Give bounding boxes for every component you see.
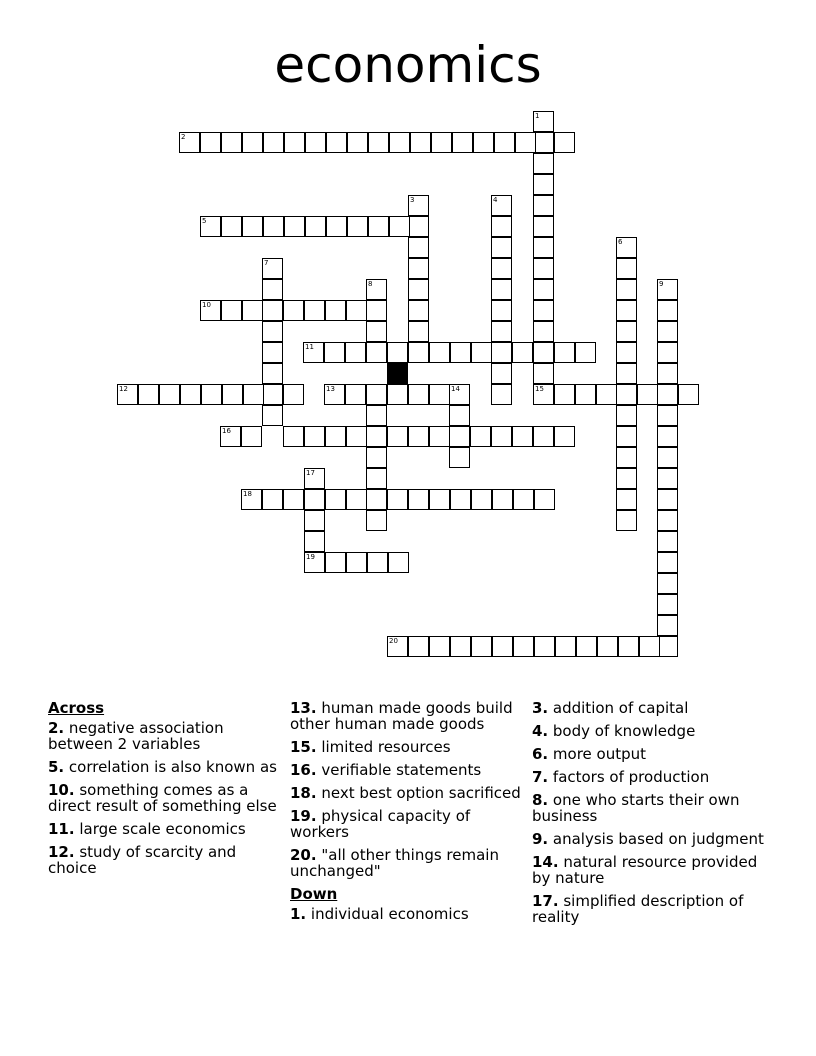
down-clue-list	[290, 906, 522, 922]
grid-cell[interactable]	[616, 237, 637, 258]
clue-item	[532, 769, 764, 785]
grid-cell[interactable]	[657, 279, 678, 300]
grid-cell[interactable]	[326, 132, 347, 153]
grid-cell[interactable]	[117, 384, 138, 405]
clue-number: 11	[305, 343, 314, 351]
grid-cell[interactable]	[597, 636, 618, 657]
grid-cell[interactable]	[449, 405, 470, 426]
clue-item-number: 16.	[290, 761, 317, 779]
grid-cell[interactable]	[200, 300, 221, 321]
clue-item-text: correlation is also known as	[64, 758, 277, 776]
grid-cell[interactable]	[657, 489, 678, 510]
grid-cell[interactable]	[408, 489, 429, 510]
grid-cell[interactable]	[222, 384, 243, 405]
grid-cell[interactable]	[429, 636, 450, 657]
clue-item-text: negative association between 2 variables	[48, 719, 224, 753]
clue-number: 4	[493, 196, 498, 204]
grid-cell[interactable]	[494, 132, 515, 153]
grid-cell[interactable]	[554, 384, 575, 405]
grid-cell[interactable]	[284, 216, 305, 237]
grid-cell[interactable]	[491, 321, 512, 342]
grid-cell[interactable]	[262, 489, 283, 510]
clue-item-text: verifiable statements	[316, 761, 482, 779]
grid-cell[interactable]	[657, 405, 678, 426]
grid-cell[interactable]	[304, 426, 325, 447]
grid-cell[interactable]	[159, 384, 180, 405]
grid-cell[interactable]	[387, 489, 408, 510]
grid-cell[interactable]	[346, 300, 367, 321]
grid-cell[interactable]	[513, 636, 534, 657]
grid-cell[interactable]	[533, 384, 554, 405]
grid-cell[interactable]	[346, 489, 367, 510]
grid-cell[interactable]	[410, 132, 431, 153]
grid-cell[interactable]	[533, 216, 554, 237]
grid-cell[interactable]	[657, 573, 678, 594]
grid-cell[interactable]	[262, 321, 283, 342]
grid-cell[interactable]	[283, 384, 304, 405]
grid-cell[interactable]	[513, 489, 534, 510]
grid-cell[interactable]	[242, 300, 263, 321]
grid-cell[interactable]	[616, 279, 637, 300]
clue-number: 15	[535, 385, 544, 393]
clue-number: 10	[202, 301, 211, 309]
grid-cell[interactable]	[262, 342, 283, 363]
clue-item-number: 15.	[290, 738, 317, 756]
black-square	[387, 363, 408, 384]
grid-cell[interactable]	[657, 636, 678, 657]
grid-cell[interactable]	[368, 216, 389, 237]
grid-cell[interactable]	[305, 216, 326, 237]
grid-cell[interactable]	[408, 258, 429, 279]
grid-cell[interactable]	[326, 216, 347, 237]
grid-cell[interactable]	[200, 132, 221, 153]
grid-cell[interactable]	[616, 300, 637, 321]
grid-cell[interactable]	[491, 342, 512, 363]
grid-cell[interactable]	[616, 447, 637, 468]
grid-cell[interactable]	[429, 426, 450, 447]
grid-cell[interactable]	[512, 342, 533, 363]
clue-item-text: limited resources	[316, 738, 451, 756]
grid-cell[interactable]	[387, 342, 408, 363]
clue-item-text: something comes as a direct result of something else	[48, 781, 277, 815]
grid-cell[interactable]	[473, 132, 494, 153]
grid-cell[interactable]	[408, 279, 429, 300]
grid-cell[interactable]	[366, 342, 387, 363]
grid-cell[interactable]	[220, 426, 241, 447]
grid-cell[interactable]	[533, 237, 554, 258]
grid-cell[interactable]	[366, 279, 387, 300]
grid-cell[interactable]	[657, 363, 678, 384]
clue-number: 5	[202, 217, 207, 225]
grid-cell[interactable]	[262, 258, 283, 279]
grid-cell[interactable]	[304, 300, 325, 321]
clue-item-text: natural resource provided by nature	[532, 853, 758, 887]
grid-cell[interactable]	[657, 615, 678, 636]
grid-cell[interactable]	[408, 237, 429, 258]
clue-item-text: physical capacity of workers	[290, 807, 471, 841]
grid-cell[interactable]	[221, 216, 242, 237]
grid-cell[interactable]	[657, 342, 678, 363]
grid-cell[interactable]	[491, 384, 512, 405]
grid-cell[interactable]	[533, 111, 554, 132]
grid-cell[interactable]	[304, 510, 325, 531]
grid-cell[interactable]	[657, 552, 678, 573]
grid-cell[interactable]	[575, 384, 596, 405]
grid-cell[interactable]	[554, 426, 575, 447]
grid-cell[interactable]	[657, 447, 678, 468]
clue-item-text: individual economics	[306, 905, 469, 923]
grid-cell[interactable]	[449, 426, 470, 447]
grid-cell[interactable]	[366, 321, 387, 342]
clue-number: 14	[451, 385, 460, 393]
clue-item-text: large scale economics	[74, 820, 246, 838]
grid-cell[interactable]	[262, 405, 283, 426]
grid-cell[interactable]	[429, 384, 450, 405]
clue-item	[290, 808, 522, 840]
clue-item	[532, 792, 764, 824]
grid-cell[interactable]	[389, 216, 410, 237]
grid-cell[interactable]	[304, 489, 325, 510]
down-heading: Down	[290, 885, 338, 903]
grid-cell[interactable]	[283, 426, 304, 447]
clue-item-number: 14.	[532, 853, 559, 871]
grid-cell[interactable]	[429, 489, 450, 510]
grid-cell[interactable]	[616, 426, 637, 447]
grid-cell[interactable]	[345, 342, 366, 363]
clue-item-text: human made goods build other human made goods	[290, 699, 513, 733]
grid-cell[interactable]	[366, 510, 387, 531]
grid-cell[interactable]	[533, 132, 554, 153]
clue-item-number: 9.	[532, 830, 549, 848]
grid-cell[interactable]	[262, 279, 283, 300]
grid-cell[interactable]	[450, 489, 471, 510]
grid-cell[interactable]	[408, 321, 429, 342]
grid-cell[interactable]	[408, 216, 429, 237]
clue-item-number: 17.	[532, 892, 559, 910]
grid-cell[interactable]	[325, 552, 346, 573]
grid-cell[interactable]	[639, 636, 660, 657]
grid-cell[interactable]	[491, 300, 512, 321]
clue-item	[532, 893, 764, 925]
grid-cell[interactable]	[471, 636, 492, 657]
clue-item	[532, 831, 764, 847]
clue-item-number: 5.	[48, 758, 65, 776]
grid-cell[interactable]	[534, 636, 555, 657]
grid-cell[interactable]	[179, 132, 200, 153]
grid-cell[interactable]	[450, 636, 471, 657]
clue-column-3	[532, 700, 764, 932]
grid-cell[interactable]	[366, 489, 387, 510]
clue-item	[532, 746, 764, 762]
clue-number: 8	[368, 280, 373, 288]
grid-cell[interactable]	[345, 384, 366, 405]
grid-cell[interactable]	[452, 132, 473, 153]
grid-cell[interactable]	[616, 384, 637, 405]
grid-cell[interactable]	[325, 489, 346, 510]
grid-cell[interactable]	[533, 300, 554, 321]
grid-cell[interactable]	[346, 552, 367, 573]
grid-cell[interactable]	[491, 426, 512, 447]
grid-cell[interactable]	[616, 405, 637, 426]
grid-cell[interactable]	[180, 384, 201, 405]
grid-cell[interactable]	[515, 132, 536, 153]
grid-cell[interactable]	[470, 426, 491, 447]
across-clue-list-continued	[290, 700, 522, 879]
grid-cell[interactable]	[616, 363, 637, 384]
clue-item-text: simplified description of reality	[532, 892, 744, 926]
clue-column-2	[290, 700, 522, 929]
clue-item	[290, 847, 522, 879]
grid-cell[interactable]	[576, 636, 597, 657]
grid-cell[interactable]	[554, 132, 575, 153]
grid-cell[interactable]	[304, 468, 325, 489]
grid-cell[interactable]	[408, 426, 429, 447]
grid-cell[interactable]	[533, 195, 554, 216]
clue-item-number: 13.	[290, 699, 317, 717]
grid-cell[interactable]	[262, 363, 283, 384]
clue-item	[532, 854, 764, 886]
grid-cell[interactable]	[241, 426, 262, 447]
clue-item	[48, 759, 280, 775]
clue-item-number: 6.	[532, 745, 549, 763]
clue-item-text: one who starts their own business	[532, 791, 740, 825]
clue-item-number: 10.	[48, 781, 75, 799]
clue-item-number: 20.	[290, 846, 317, 864]
clue-item-text: "all other things remain unchanged"	[290, 846, 499, 880]
clue-item-number: 19.	[290, 807, 317, 825]
clue-item-number: 7.	[532, 768, 549, 786]
clue-item-number: 11.	[48, 820, 75, 838]
grid-cell[interactable]	[616, 468, 637, 489]
clue-number: 18	[243, 490, 252, 498]
grid-cell[interactable]	[366, 300, 387, 321]
grid-cell[interactable]	[533, 363, 554, 384]
clue-item-number: 1.	[290, 905, 307, 923]
grid-cell[interactable]	[347, 132, 368, 153]
clue-number: 7	[264, 259, 269, 267]
puzzle-title: economics	[274, 36, 542, 94]
grid-cell[interactable]	[262, 384, 283, 405]
clue-item-number: 12.	[48, 843, 75, 861]
grid-cell[interactable]	[471, 489, 492, 510]
clue-item	[48, 782, 280, 814]
grid-cell[interactable]	[678, 384, 699, 405]
grid-cell[interactable]	[512, 426, 533, 447]
grid-cell[interactable]	[368, 132, 389, 153]
grid-cell[interactable]	[449, 447, 470, 468]
clue-item-text: study of scarcity and choice	[48, 843, 237, 877]
grid-cell[interactable]	[429, 342, 450, 363]
grid-cell[interactable]	[389, 132, 410, 153]
clue-item	[532, 723, 764, 739]
grid-cell[interactable]	[533, 279, 554, 300]
clue-item-text: more output	[548, 745, 647, 763]
grid-cell[interactable]	[303, 342, 324, 363]
grid-cell[interactable]	[242, 216, 263, 237]
grid-cell[interactable]	[533, 342, 554, 363]
clue-item-text: analysis based on judgment	[548, 830, 764, 848]
grid-cell[interactable]	[221, 300, 242, 321]
clue-item-text: body of knowledge	[548, 722, 696, 740]
grid-cell[interactable]	[200, 216, 221, 237]
clue-item	[48, 720, 280, 752]
clue-item	[48, 844, 280, 876]
grid-cell[interactable]	[347, 216, 368, 237]
clue-item-number: 18.	[290, 784, 317, 802]
grid-cell[interactable]	[533, 258, 554, 279]
grid-cell[interactable]	[263, 132, 284, 153]
grid-cell[interactable]	[325, 300, 346, 321]
grid-cell[interactable]	[471, 342, 492, 363]
clue-number: 19	[306, 553, 315, 561]
down-clue-list-continued	[532, 700, 764, 925]
grid-cell[interactable]	[657, 321, 678, 342]
grid-cell[interactable]	[284, 132, 305, 153]
grid-cell[interactable]	[492, 636, 513, 657]
grid-cell[interactable]	[533, 153, 554, 174]
grid-cell[interactable]	[596, 384, 617, 405]
grid-cell[interactable]	[449, 384, 470, 405]
grid-cell[interactable]	[366, 405, 387, 426]
grid-cell[interactable]	[431, 132, 452, 153]
grid-cell[interactable]	[491, 216, 512, 237]
grid-cell[interactable]	[138, 384, 159, 405]
grid-cell[interactable]	[657, 426, 678, 447]
grid-cell[interactable]	[657, 510, 678, 531]
grid-cell[interactable]	[304, 531, 325, 552]
grid-cell[interactable]	[283, 489, 304, 510]
grid-cell[interactable]	[325, 426, 346, 447]
clue-item	[48, 821, 280, 837]
grid-cell[interactable]	[283, 300, 304, 321]
clue-number: 17	[306, 469, 315, 477]
grid-cell[interactable]	[657, 300, 678, 321]
grid-cell[interactable]	[201, 384, 222, 405]
grid-cell[interactable]	[555, 636, 576, 657]
clue-item	[290, 906, 522, 922]
grid-cell[interactable]	[616, 258, 637, 279]
grid-cell[interactable]	[366, 468, 387, 489]
clue-number: 13	[326, 385, 335, 393]
grid-cell[interactable]	[575, 342, 596, 363]
clue-number: 1	[535, 112, 540, 120]
grid-cell[interactable]	[366, 447, 387, 468]
grid-cell[interactable]	[243, 384, 264, 405]
grid-cell[interactable]	[491, 237, 512, 258]
grid-cell[interactable]	[387, 384, 408, 405]
clue-item	[290, 785, 522, 801]
grid-cell[interactable]	[657, 531, 678, 552]
grid-cell[interactable]	[408, 195, 429, 216]
across-clue-list	[48, 720, 280, 876]
grid-cell[interactable]	[534, 489, 555, 510]
grid-cell[interactable]	[366, 426, 387, 447]
grid-cell[interactable]	[305, 132, 326, 153]
grid-cell[interactable]	[262, 300, 283, 321]
clue-item-number: 2.	[48, 719, 65, 737]
clue-number: 2	[181, 133, 186, 141]
clue-item	[290, 700, 522, 732]
grid-cell[interactable]	[242, 132, 263, 153]
grid-cell[interactable]	[618, 636, 639, 657]
clue-number: 9	[659, 280, 664, 288]
clue-number: 20	[389, 637, 398, 645]
grid-cell[interactable]	[616, 342, 637, 363]
grid-cell[interactable]	[616, 321, 637, 342]
grid-cell[interactable]	[408, 342, 429, 363]
clue-number: 6	[618, 238, 623, 246]
grid-cell[interactable]	[408, 636, 429, 657]
grid-cell[interactable]	[346, 426, 367, 447]
grid-cell[interactable]	[324, 384, 345, 405]
grid-cell[interactable]	[657, 384, 678, 405]
clue-item-number: 3.	[532, 699, 549, 717]
clue-item-number: 8.	[532, 791, 549, 809]
grid-cell[interactable]	[491, 258, 512, 279]
clue-column-1	[48, 700, 280, 883]
grid-cell[interactable]	[367, 552, 388, 573]
across-heading: Across	[48, 699, 105, 717]
grid-cell[interactable]	[241, 489, 262, 510]
grid-cell[interactable]	[304, 552, 325, 573]
clue-number: 12	[119, 385, 128, 393]
clue-item-text: next best option sacrificed	[316, 784, 521, 802]
grid-cell[interactable]	[616, 489, 637, 510]
grid-cell[interactable]	[637, 384, 658, 405]
clue-item	[532, 700, 764, 716]
grid-cell[interactable]	[533, 426, 554, 447]
grid-cell[interactable]	[657, 594, 678, 615]
grid-cell[interactable]	[491, 195, 512, 216]
grid-cell[interactable]	[388, 552, 409, 573]
grid-cell[interactable]	[408, 300, 429, 321]
grid-cell[interactable]	[657, 468, 678, 489]
grid-cell[interactable]	[387, 636, 408, 657]
clue-item	[290, 739, 522, 755]
clue-item-text: factors of production	[548, 768, 710, 786]
grid-cell[interactable]	[533, 174, 554, 195]
grid-cell[interactable]	[491, 279, 512, 300]
clue-number: 3	[410, 196, 415, 204]
grid-cell[interactable]	[221, 132, 242, 153]
clue-item-number: 4.	[532, 722, 549, 740]
grid-cell[interactable]	[533, 321, 554, 342]
grid-cell[interactable]	[263, 216, 284, 237]
grid-cell[interactable]	[408, 384, 429, 405]
grid-cell[interactable]	[450, 342, 471, 363]
grid-cell[interactable]	[387, 426, 408, 447]
grid-cell[interactable]	[492, 489, 513, 510]
grid-cell[interactable]	[616, 510, 637, 531]
clue-item-text: addition of capital	[548, 699, 689, 717]
grid-cell[interactable]	[324, 342, 345, 363]
clue-item	[290, 762, 522, 778]
grid-cell[interactable]	[554, 342, 575, 363]
clue-number: 16	[222, 427, 231, 435]
grid-cell[interactable]	[366, 384, 387, 405]
grid-cell[interactable]	[491, 363, 512, 384]
